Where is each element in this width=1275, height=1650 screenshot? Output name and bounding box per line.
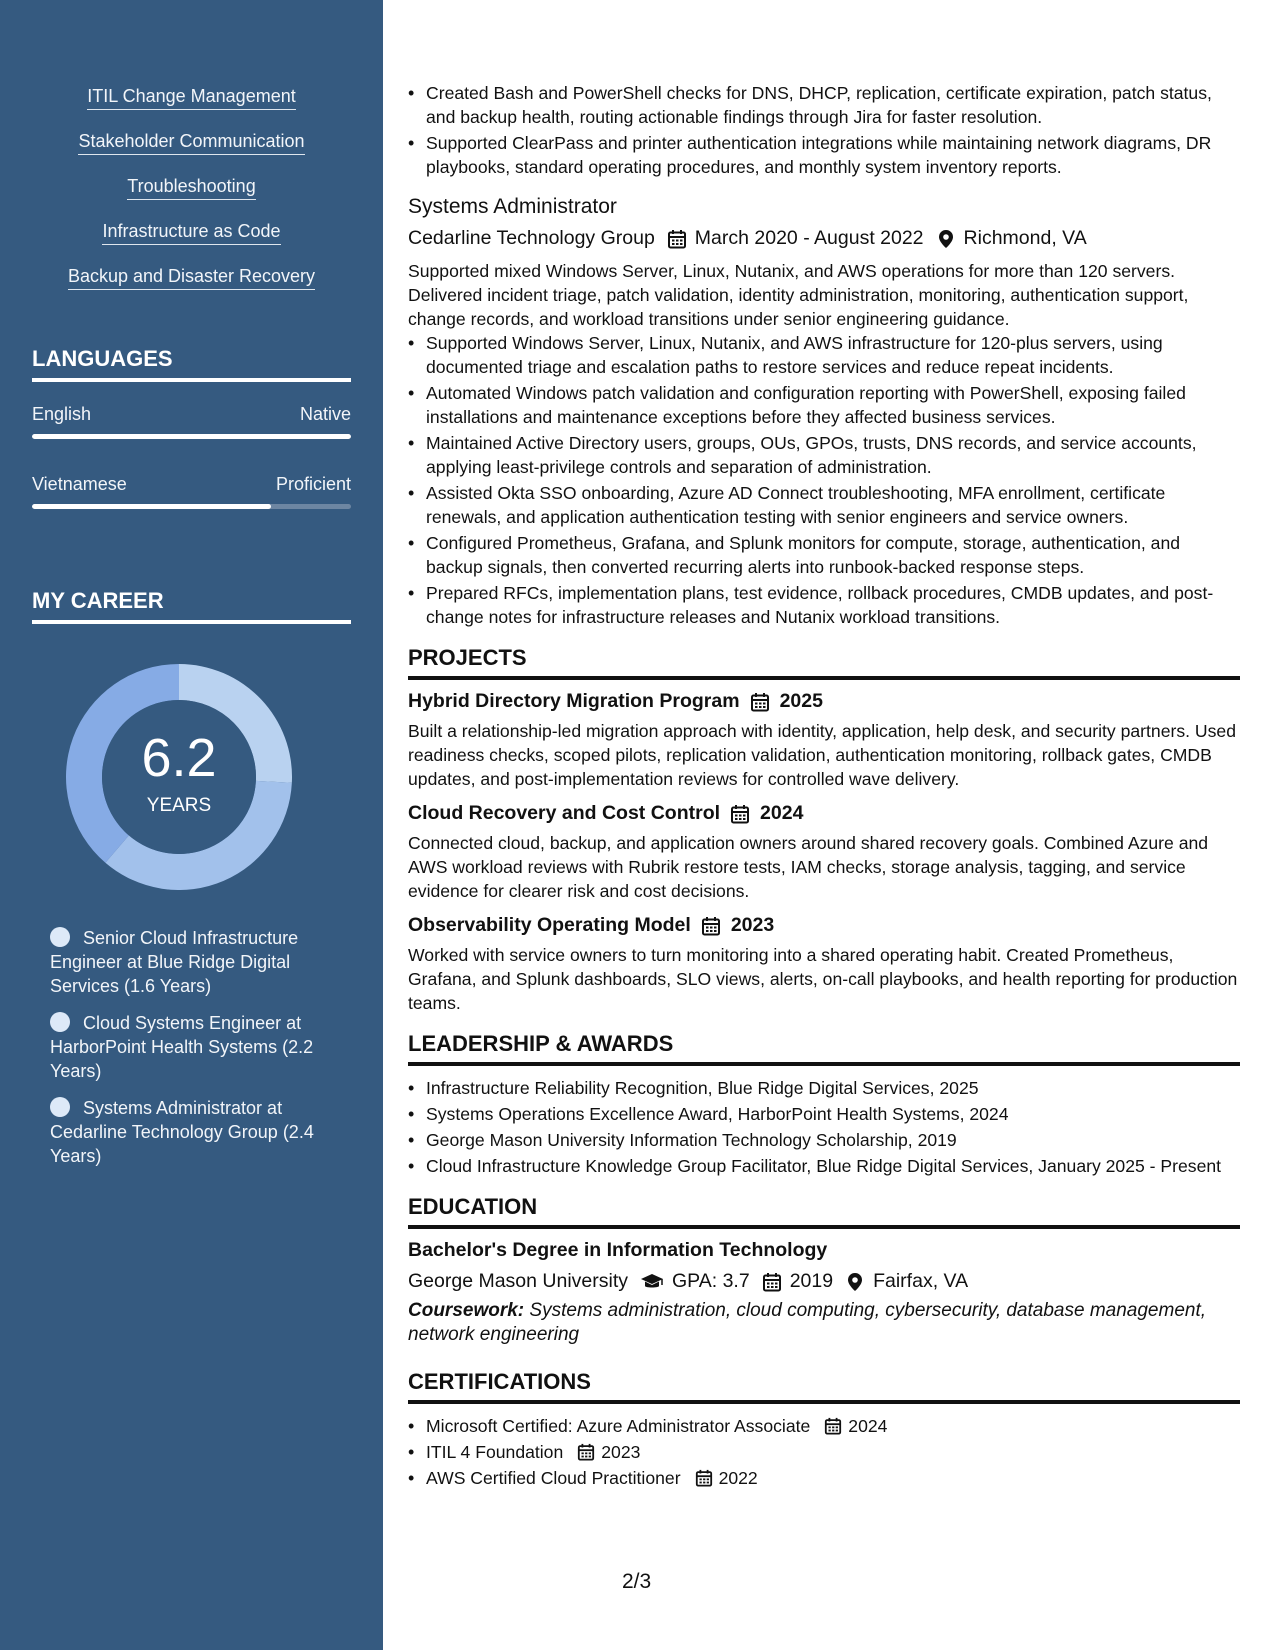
education-school: George Mason University xyxy=(408,1270,629,1292)
project-title: Observability Operating Model xyxy=(408,914,691,936)
calendar-icon xyxy=(577,1443,595,1461)
language-bar xyxy=(32,504,351,509)
list-item: • Configured Prometheus, Grafana, and Splunk monitors for compute, storage, authentication, and backup signals, then converted recurring alerts into runbook-backed response steps. xyxy=(408,531,1240,579)
career-heading: MY CAREER xyxy=(32,588,351,624)
career-item xyxy=(50,1011,350,1083)
career-list xyxy=(50,926,350,1181)
list-item: • Assisted Okta SSO onboarding, Azure AD Connect troubleshooting, MFA enrollment, certificate renewals, and application authentication testing with senior engineers and service owners. xyxy=(408,481,1240,529)
leadership-heading: LEADERSHIP & AWARDS xyxy=(408,1031,1240,1066)
career-item-text: Senior Cloud Infrastructure Engineer at Blue Ridge Digital Services (1.6 Years) xyxy=(50,928,299,996)
language-bar-fill xyxy=(32,434,351,439)
certification-name: • AWS Certified Cloud Practitioner xyxy=(426,1468,681,1488)
education-gpa: GPA: 3.7 xyxy=(672,1270,750,1292)
language-bar-fill xyxy=(32,504,271,509)
calendar-icon xyxy=(695,1469,713,1487)
certification-item xyxy=(408,1414,1240,1438)
education-location: Fairfax, VA xyxy=(873,1270,969,1292)
language-level: Native xyxy=(299,404,351,424)
previous-job-bullets xyxy=(408,81,1240,179)
project xyxy=(408,914,1240,1015)
project-description: Built a relationship-led migration approach with identity, application, help desk, and security partners. Used readiness checks, scoped pilots, replication validation, authentication monitoring, rollback gates, CMDB updates, and post-implementation reviews for controlled wave delivery. xyxy=(408,721,1237,789)
language-english xyxy=(32,404,351,439)
job-summary: Supported mixed Windows Server, Linux, Nutanix, and AWS operations for more than 120 servers. Delivered incident triage, patch validation, identity administration, monitoring, authentication support, change records, and workload transitions under senior engineering guidance. xyxy=(408,261,1189,329)
project xyxy=(408,802,1240,903)
list-item: • Supported ClearPass and printer authentication integrations while maintaining network diagrams, DR playbooks, standard operating procedures, and monthly system inventory reports. xyxy=(408,131,1240,179)
leadership-list xyxy=(408,1076,1240,1178)
languages-heading: LANGUAGES xyxy=(32,346,351,382)
job-title: Systems Administrator xyxy=(408,195,617,218)
calendar-icon xyxy=(701,916,721,936)
education-coursework xyxy=(408,1299,1240,1347)
sidebar xyxy=(0,0,383,1650)
bullet-dot xyxy=(50,927,70,947)
certification-year: 2023 xyxy=(601,1442,641,1462)
language-name: English xyxy=(32,404,92,424)
project-title: Cloud Recovery and Cost Control xyxy=(408,802,721,824)
location-pin-icon xyxy=(845,1272,865,1292)
education-degree: Bachelor's Degree in Information Technology xyxy=(408,1239,828,1261)
certification-item xyxy=(408,1440,1240,1464)
education-heading: EDUCATION xyxy=(408,1194,1240,1229)
calendar-icon xyxy=(730,804,750,824)
career-unit: YEARS xyxy=(146,795,212,816)
skill-item: Stakeholder Communication xyxy=(78,131,304,155)
skill-item: Troubleshooting xyxy=(127,176,255,200)
project-description: Connected cloud, backup, and application owners around shared recovery goals. Combined Azure and AWS workload reviews with Rubrik restore tests, IAM checks, storage analysis, tagging, and service evidence for clearer risk and cost decisions. xyxy=(408,833,1209,901)
job-dates: March 2020 - August 2022 xyxy=(694,227,924,249)
project-year: 2025 xyxy=(779,690,823,712)
job-bullets xyxy=(408,331,1240,629)
bullet-dot xyxy=(50,1012,70,1032)
career-item xyxy=(50,926,350,998)
list-item: • Automated Windows patch validation and configuration reporting with PowerShell, exposing failed installations and maintenance exceptions before they affected business services. xyxy=(408,381,1240,429)
career-item-text: Systems Administrator at Cedarline Technology Group (2.4 Years) xyxy=(50,1098,314,1166)
career-item xyxy=(50,1096,350,1168)
job-company: Cedarline Technology Group xyxy=(408,227,655,249)
coursework-text: Systems administration, cloud computing, cybersecurity, database management, network engineering xyxy=(408,1300,1207,1345)
list-item: • Cloud Infrastructure Knowledge Group Facilitator, Blue Ridge Digital Services, January 2025 - Present xyxy=(408,1154,1240,1178)
certifications-heading: CERTIFICATIONS xyxy=(408,1369,1240,1404)
list-item: • Prepared RFCs, implementation plans, test evidence, rollback procedures, CMDB updates, and post-change notes for infrastructure releases and Nutanix workload transitions. xyxy=(408,581,1240,629)
certification-year: 2024 xyxy=(848,1416,888,1436)
main-content xyxy=(408,0,1240,1492)
career-total: 6.2 xyxy=(141,728,217,788)
certification-name: • ITIL 4 Foundation xyxy=(426,1442,564,1462)
coursework-label: Coursework: xyxy=(408,1300,525,1321)
skill-item: ITIL Change Management xyxy=(87,86,295,110)
career-item-text: Cloud Systems Engineer at HarborPoint Health Systems (2.2 Years) xyxy=(50,1013,314,1081)
list-item: • Maintained Active Directory users, groups, OUs, GPOs, trusts, DNS records, and service accounts, applying least-privilege controls and separation of administration. xyxy=(408,431,1240,479)
job-location: Richmond, VA xyxy=(963,227,1087,249)
bullet-dot xyxy=(50,1097,70,1117)
calendar-icon xyxy=(667,229,687,249)
graduation-cap-icon xyxy=(640,1272,664,1292)
certification-year: 2022 xyxy=(718,1468,758,1488)
career-donut-chart xyxy=(66,664,292,890)
project-description: Worked with service owners to turn monitoring into a shared operating habit. Created Prometheus, Grafana, and Splunk dashboards, SLO views, alerts, on-call playbooks, and health reporting for production teams. xyxy=(408,945,1238,1013)
language-vietnamese xyxy=(32,474,351,509)
list-item: • Supported Windows Server, Linux, Nutanix, and AWS infrastructure for 120-plus servers, using documented triage and escalation paths to restore services and reduce repeat incidents. xyxy=(408,331,1240,379)
calendar-icon xyxy=(750,692,770,712)
list-item: • George Mason University Information Technology Scholarship, 2019 xyxy=(408,1128,1240,1152)
education-meta xyxy=(408,1270,1240,1293)
list-item: • Systems Operations Excellence Award, HarborPoint Health Systems, 2024 xyxy=(408,1102,1240,1126)
skill-item: Infrastructure as Code xyxy=(102,221,280,245)
project-year: 2023 xyxy=(730,914,775,936)
language-bar xyxy=(32,434,351,439)
project-title: Hybrid Directory Migration Program xyxy=(408,690,740,712)
language-level: Proficient xyxy=(275,474,351,494)
project-year: 2024 xyxy=(760,802,804,824)
location-pin-icon xyxy=(936,229,956,249)
project xyxy=(408,690,1240,791)
projects-heading: PROJECTS xyxy=(408,645,1240,680)
calendar-icon xyxy=(762,1272,782,1292)
list-item: • Created Bash and PowerShell checks for DNS, DHCP, replication, certificate expiration, patch status, and backup health, routing actionable findings through Jira for faster resolution. xyxy=(408,81,1240,129)
calendar-icon xyxy=(824,1417,842,1435)
education-year: 2019 xyxy=(789,1270,834,1292)
job-meta xyxy=(408,227,1240,250)
page-number: 2/3 xyxy=(622,1570,652,1593)
certifications-list xyxy=(408,1414,1240,1490)
certification-name: • Microsoft Certified: Azure Administrator Associate xyxy=(426,1416,811,1436)
language-name: Vietnamese xyxy=(32,474,127,494)
skills-list xyxy=(0,86,383,311)
certification-item xyxy=(408,1466,1240,1490)
list-item: • Infrastructure Reliability Recognition, Blue Ridge Digital Services, 2025 xyxy=(408,1076,1240,1100)
skill-item: Backup and Disaster Recovery xyxy=(68,266,315,290)
